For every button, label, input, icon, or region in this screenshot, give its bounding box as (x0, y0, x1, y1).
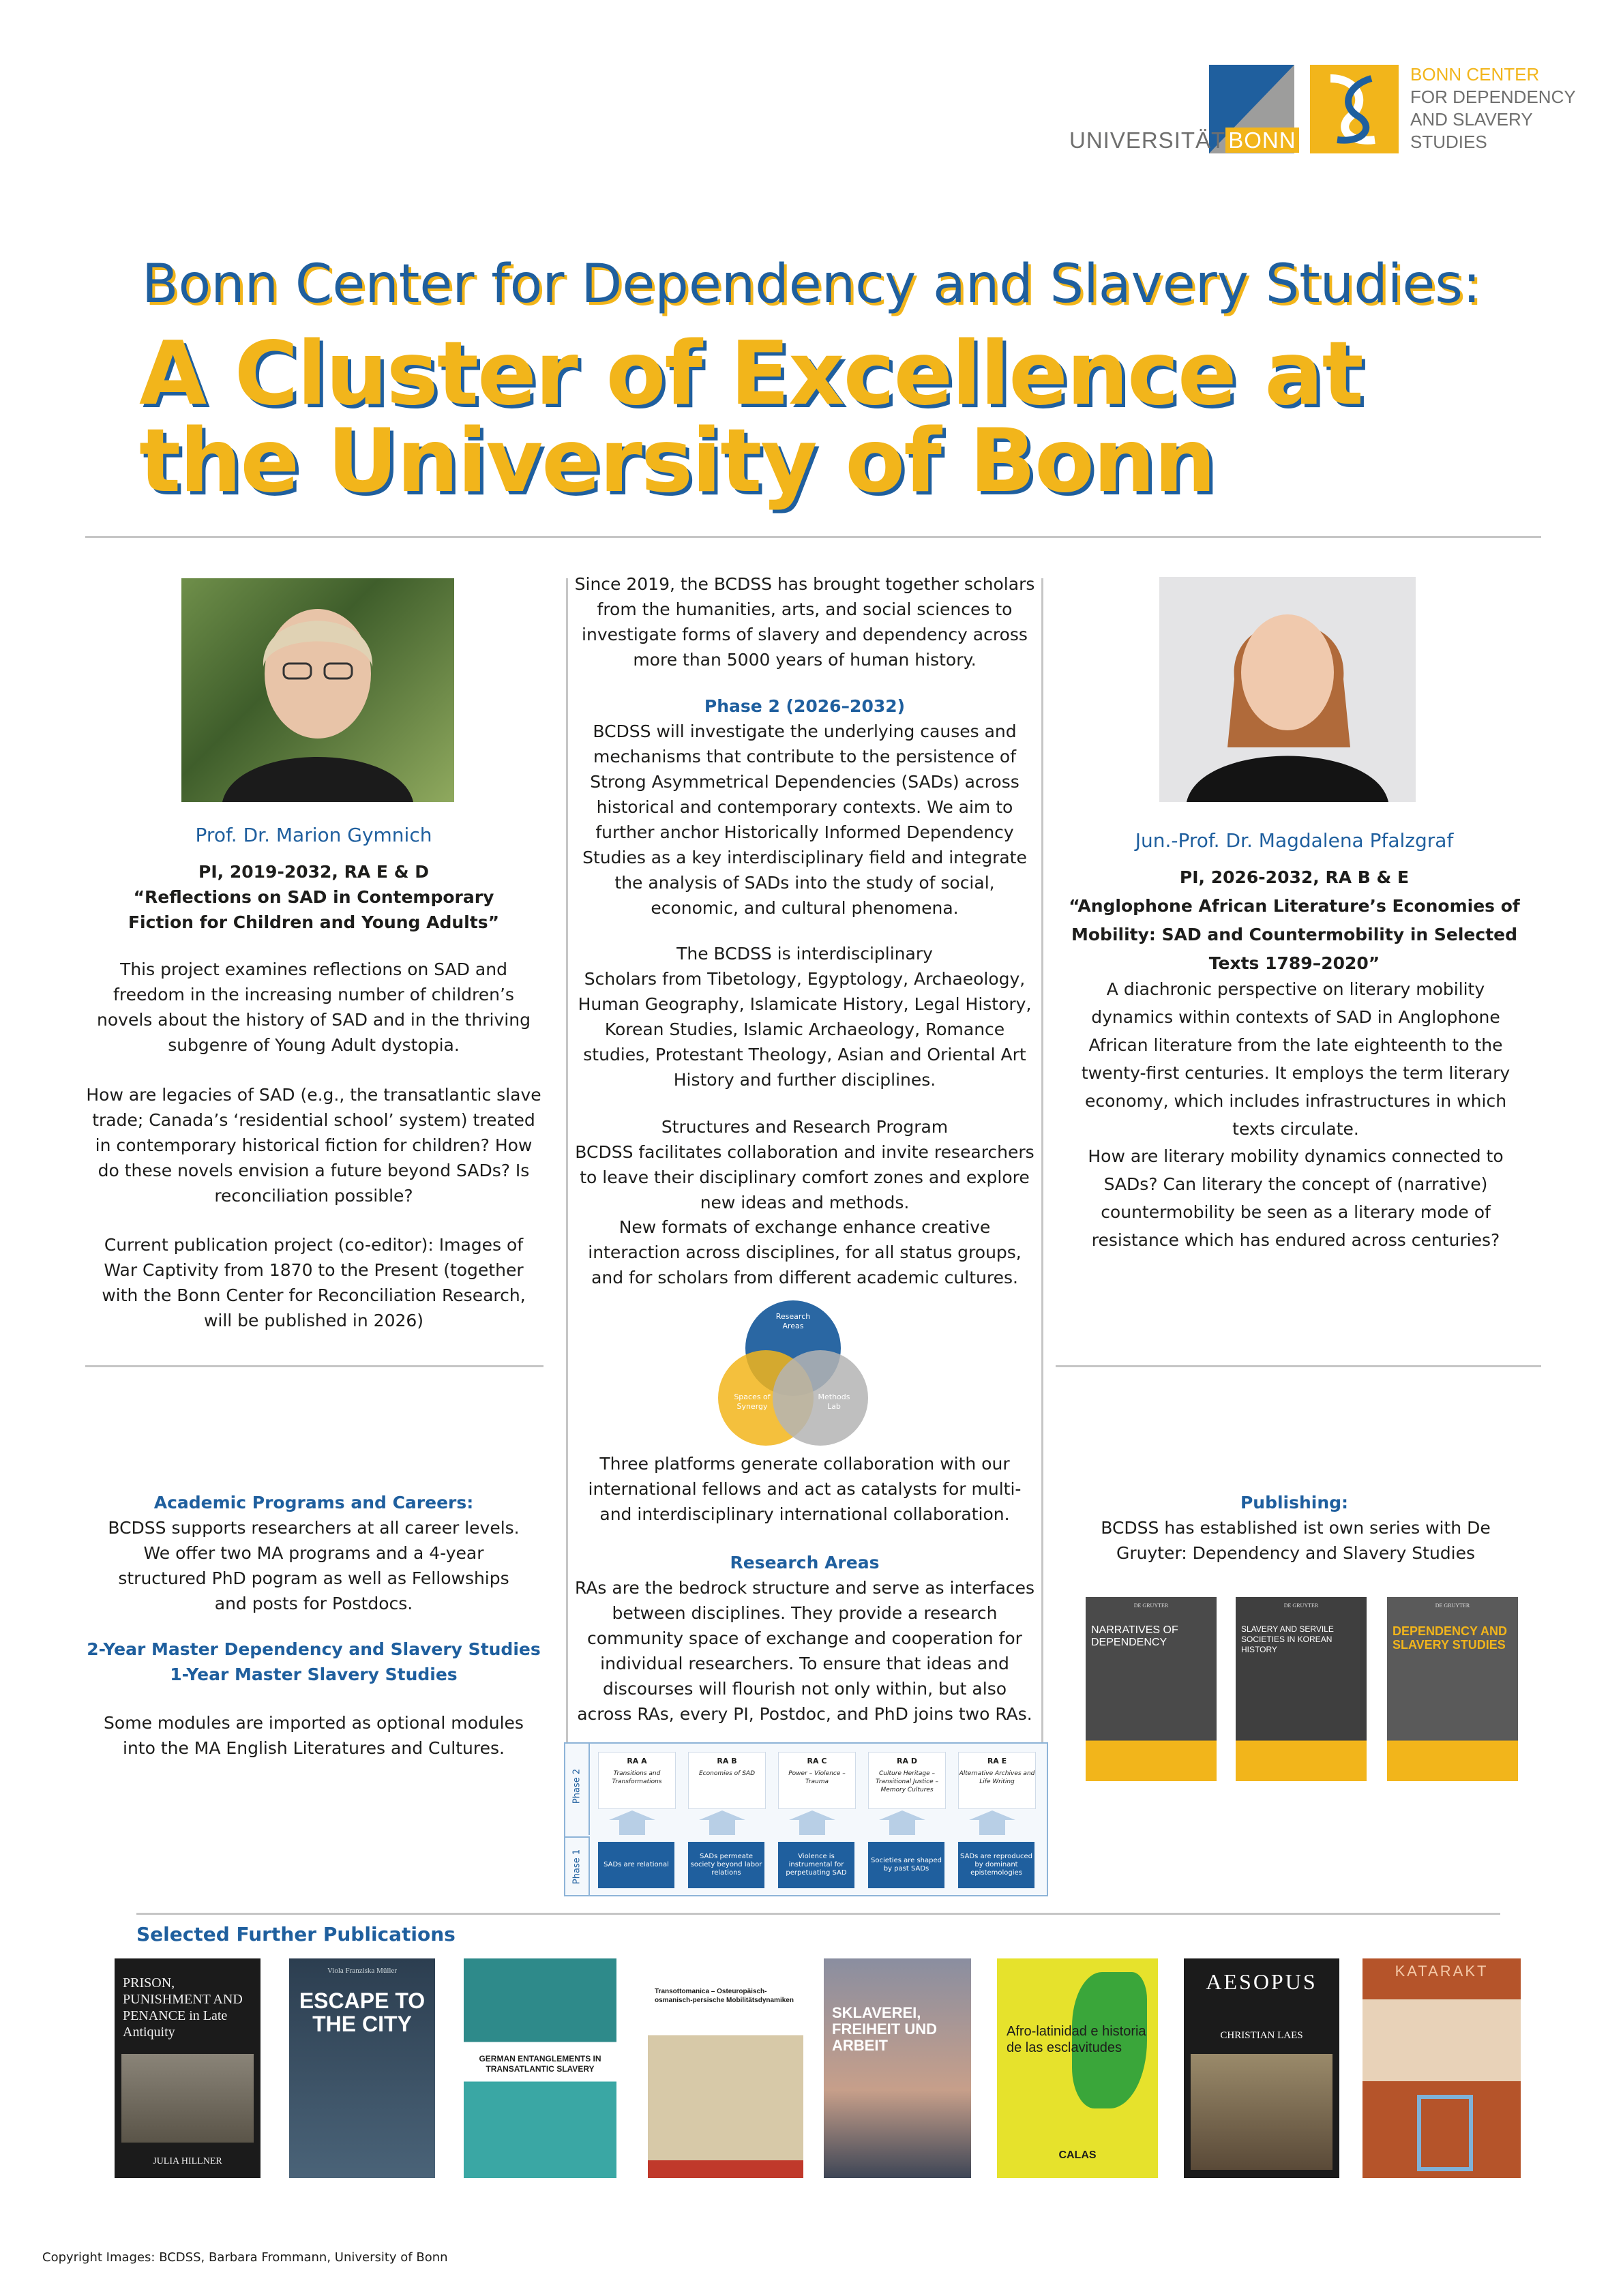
university-bonn-logo (1069, 65, 1294, 153)
right-project-title: “Anglophone African Literature’s Economies of Mobility: SAD and Countermobility in Selected Texts 1789–2020” (1069, 896, 1520, 973)
interdisc-text: Scholars from Tibetology, Egyptology, Archaeology, Human Geography, Islamicate History, Legal History, Korean Studies, Islamic Archaeology, Romance studies, Protestant Theology, Asian and Oriental Art History and further disciplines. (578, 969, 1032, 1090)
programs-heading: Academic Programs and Careers: (153, 1493, 474, 1512)
further-book-4: Transottomanica – Osteuropäisch-osmanisch-persische Mobilitätsdynamiken (648, 1958, 803, 2178)
further-publications-heading: Selected Further Publications (136, 1923, 456, 1945)
right-pi-role: PI, 2026-2032, RA B & E (1179, 867, 1410, 887)
series-book-2: DE GRUYTER SLAVERY AND SERVILE SOCIETIES IN KOREAN HISTORY (1236, 1597, 1367, 1781)
structures-text-1: BCDSS facilitates collaboration and invite researchers to leave their disciplinary comfort zones and explore new ideas and methods. (575, 1142, 1034, 1212)
platforms-text: Three platforms generate collaboration with our international fellows and act as catalysts for multi- and interdisciplinary international collaboration. (588, 1454, 1022, 1524)
ra-d-box: RA D Culture Heritage – Transitional Justice – Memory Cultures (868, 1752, 946, 1809)
right-paragraph-1: A diachronic perspective on literary mobility dynamics within contexts of SAD in Anglophone African literature from the late eighteenth to the twenty-first centuries. It employs the term literary economy, which includes infrastructures in which texts circulate. (1081, 979, 1510, 1139)
programs-text: BCDSS supports researchers at all career levels. We offer two MA programs and a 4-year structured PhD pogram as well as Fellowships and posts for Postdocs. (108, 1518, 520, 1613)
further-book-6: Afro-latinidad e historia de las esclavitudes CALAS (997, 1958, 1158, 2178)
ra-c-phase1: Violence is instrumental for perpetuating SAD (778, 1842, 854, 1888)
left-pi-role: PI, 2019-2032, RA E & D (198, 862, 429, 882)
further-book-3: GERMAN ENTANGLEMENTS IN TRANSATLANTIC SLAVERY (464, 1958, 616, 2178)
venn-label-left: Spaces of Synergy (734, 1392, 771, 1411)
left-divider (85, 1365, 544, 1367)
ra-heading: Research Areas (730, 1553, 880, 1572)
structures-text-2: New formats of exchange enhance creative interaction across disciplines, for all status groups, and for scholars from different academic cultures. (588, 1217, 1022, 1287)
ra-e-phase1: SADs are reproduced by dominant epistemologies (958, 1842, 1034, 1888)
photo-marion-gymnich (181, 578, 454, 802)
further-book-7: AESOPUS CHRISTIAN LAES (1184, 1958, 1339, 2178)
publications-divider (136, 1913, 1500, 1915)
modules-text: Some modules are imported as optional modules into the MA English Literatures and Cultures. (104, 1713, 524, 1758)
phase1-label: Phase 1 (571, 1849, 582, 1885)
left-project-title: “Reflections on SAD in Contemporary Fiction for Children and Young Adults” (128, 887, 500, 932)
column-divider-left (566, 578, 568, 1881)
left-paragraph-2: How are legacies of SAD (e.g., the transatlantic slave trade; Canada’s ‘residential school’ system) treated in contemporary historical fiction for children? How do these novels envision a future beyond SADs? Is reconciliation possible? (86, 1085, 541, 1206)
ra-d-phase1: Societies are shaped by past SADs (868, 1842, 944, 1888)
ra-e-box: RA E Alternative Archives and Life Writing (958, 1752, 1036, 1809)
right-paragraph-2: How are literary mobility dynamics connected to SADs? Can literary the concept of (narrative) countermobility be seen as a literary mode of resistance which has endured across centuries? (1088, 1146, 1504, 1250)
phase2-label: Phase 2 (571, 1768, 582, 1804)
uni-logo-text: UNIVERSITÄT BONN (1069, 128, 1299, 153)
photo-magdalena-pfalzgraf (1159, 577, 1416, 802)
publishing-text: BCDSS has established ist own series with De Gruyter: Dependency and Slavery Studies (1101, 1518, 1491, 1563)
masters-line-2: 1-Year Master Slavery Studies (170, 1665, 458, 1684)
venn-label-top: Research Areas (775, 1312, 811, 1330)
ra-a-box: RA A Transitions and Transformations (598, 1752, 676, 1809)
ra-b-box: RA B Economies of SAD (688, 1752, 766, 1809)
left-pi-name: Prof. Dr. Marion Gymnich (195, 824, 432, 846)
column-divider-right (1041, 578, 1043, 1881)
series-book-1: DE GRUYTER NARRATIVES OF DEPENDENCY (1086, 1597, 1217, 1781)
bcdss-logo-icon (1310, 65, 1399, 153)
bcdss-logo-mark (1310, 65, 1399, 153)
series-book-3: DE GRUYTER DEPENDENCY AND SLAVERY STUDIES (1387, 1597, 1518, 1781)
venn-diagram (715, 1297, 872, 1454)
left-paragraph-1: This project examines reflections on SAD and freedom in the increasing number of children’s novels about the history of SAD and in the thriving subgenre of Young Adult dystopia. (97, 959, 531, 1055)
publishing-heading: Publishing: (1240, 1493, 1349, 1512)
research-areas-table (564, 1742, 1048, 1896)
ra-a-phase1: SADs are relational (598, 1842, 674, 1888)
structures-heading: Structures and Research Program (661, 1117, 949, 1137)
ra-arrows (589, 1809, 1045, 1836)
right-pi-name: Jun.-Prof. Dr. Magdalena Pfalzgraf (1135, 829, 1454, 852)
poster-title: Bonn Center for Dependency and Slavery Studies: (142, 254, 1481, 315)
portrait-icon (181, 578, 454, 802)
further-book-8: KATARAKT (1363, 1958, 1521, 2178)
interdisc-heading: The BCDSS is interdisciplinary (676, 944, 933, 964)
further-book-2: Viola Franziska Müller ESCAPE TO THE CITY (289, 1958, 435, 2178)
masters-line-1: 2-Year Master Dependency and Slavery Studies (87, 1639, 541, 1659)
portrait-icon (1159, 577, 1416, 802)
right-divider (1056, 1365, 1541, 1367)
ra-b-phase1: SADs permeate society beyond labor relations (688, 1842, 764, 1888)
ra-c-box: RA C Power – Violence – Trauma (778, 1752, 856, 1809)
further-book-1: PRISON, PUNISHMENT AND PENANCE in Late Antiquity JULIA HILLNER (115, 1958, 260, 2178)
title-divider (85, 536, 1541, 538)
left-paragraph-3: Current publication project (co-editor): Images of War Captivity from 1870 to the Present (together with the Bonn Center for Reconciliation Research, will be published in 2026) (102, 1235, 526, 1330)
phase-text: BCDSS will investigate the underlying causes and mechanisms that contribute to the persistence of Strong Asymmetrical Dependencies (SADs) across historical and contemporary contexts. We aim to further anchor Historically Informed Dependency Studies as a key interdisciplinary field and integrate the analysis of SADs into the study of social, economic, and cultural phenomena. (582, 721, 1027, 918)
further-book-5: SKLAVEREI, FREIHEIT UND ARBEIT (824, 1958, 971, 2178)
copyright-text: Copyright Images: BCDSS, Barbara Frommann, University of Bonn (42, 2250, 448, 2265)
bcdss-logo-text: BONN CENTER FOR DEPENDENCY AND SLAVERY STUDIES (1410, 64, 1576, 152)
center-intro: Since 2019, the BCDSS has brought together scholars from the humanities, arts, and social sciences to investigate forms of slavery and dependency across more than 5000 years of human history. (574, 574, 1035, 670)
poster-subtitle: A Cluster of Excellence at the University of Bonn (139, 323, 1363, 512)
venn-label-right: Methods Lab (818, 1392, 850, 1411)
ra-text: RAs are the bedrock structure and serve as interfaces between disciplines. They provide a research community space of exchange and cooperation for individual researchers. To ensure that ideas and discourses will flourish not only within, but also across RAs, every PI, Postdoc, and PhD joins two RAs. (574, 1578, 1035, 1724)
phase-heading: Phase 2 (2026–2032) (704, 696, 906, 716)
